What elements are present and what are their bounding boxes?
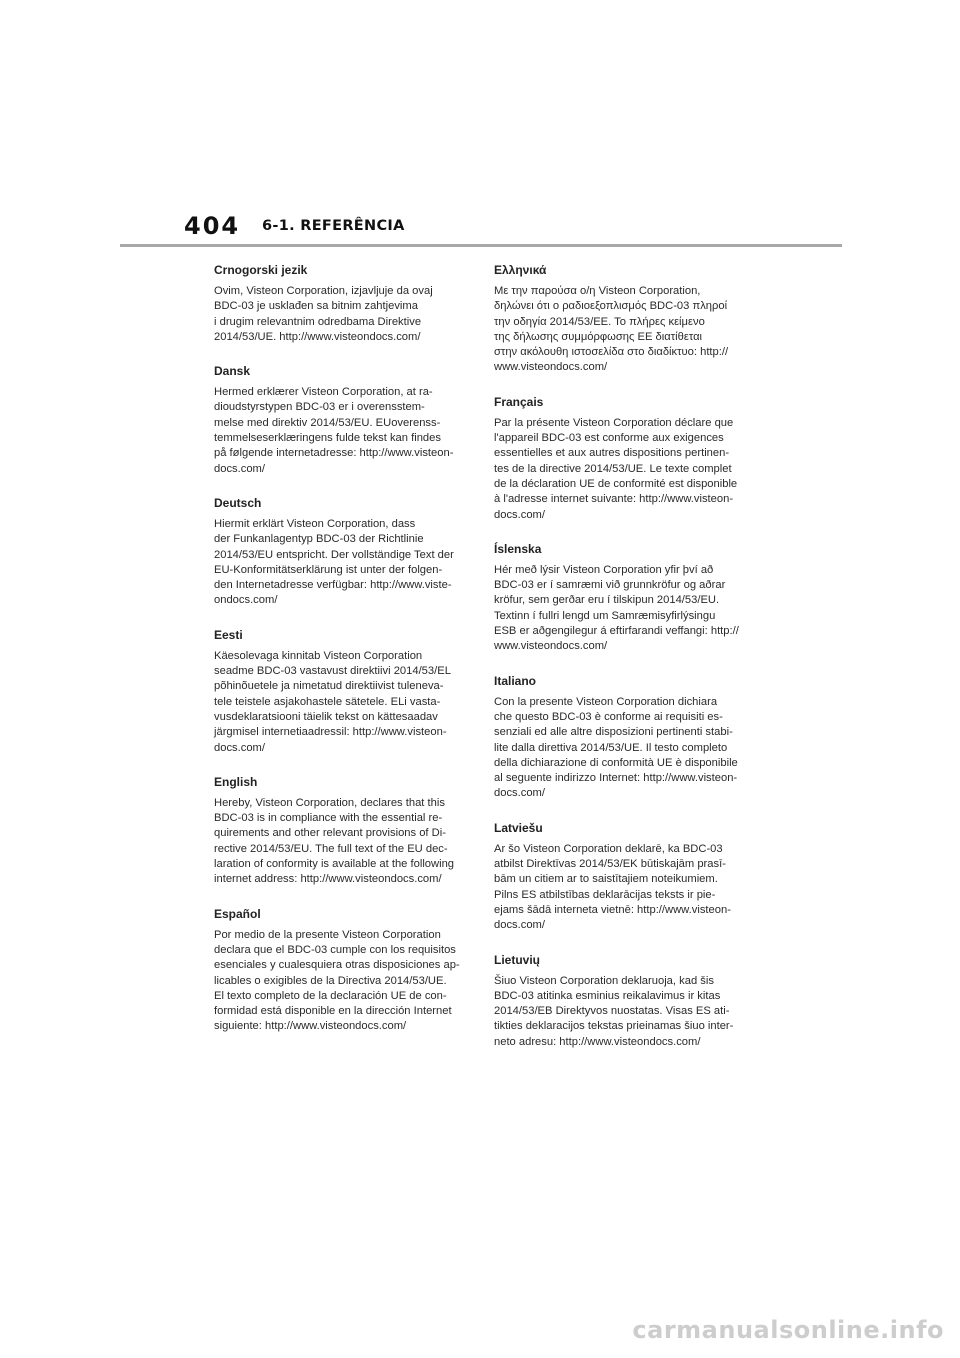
language-text: Ar šo Visteon Corporation deklarē, ka BDC-03 atbilst Direktīvas 2014/53/EK būtiskajām prasī- bām un citiem ar to saistītajiem noteikumiem. Pilns ES atbilstības deklarācijas teksts ir pie- ejams šādā interneta vietnē: http://www.visteon- docs.com/ <box>494 842 731 932</box>
language-text: Par la présente Visteon Corporation déclare que l'appareil BDC-03 est conforme aux exigences essentielles et aux autres dispositions pertinen- tes de la directive 2014/53/UE. Le texte complet de la déclaration UE de conformité est disponible à l'adresse internet suivante: http://www.visteon- docs.com/ <box>494 416 738 521</box>
language-block-espanol <box>214 906 470 1035</box>
language-block-ellinika <box>494 262 750 376</box>
language-text: Šiuo Visteon Corporation deklaruoja, kad šis BDC-03 atitinka esminius reikalavimus ir kitas 2014/53/EB Direktyvos nuostatas. Visas ES ati- tikties deklaracijos tekstas prieinamas šiuo inter- neto adresu: http://www.visteondocs.com/ <box>494 974 734 1048</box>
language-title: Français <box>494 394 544 409</box>
language-text: Με την παρούσα ο/η Visteon Corporation, δηλώνει ότι ο ραδιοεξοπλισμός BDC-03 πληροί την οδηγία 2014/53/ΕΕ. Το πλήρες κείμενο της δήλωσης συμμόρφωσης ΕΕ διατίθεται στην ακόλουθη ιστοσελίδα στο διαδίκτυο: http:// www.visteondocs.com/ <box>494 285 729 374</box>
language-text: Ovim, Visteon Corporation, izjavljuje da ovaj BDC-03 je usklađen sa bitnim zahtjevima i drugim relevantnim odredbama Direktive 2014/53/UE. http://www.visteondocs.com/ <box>214 285 433 343</box>
language-block-dansk <box>214 363 470 477</box>
language-text: Por medio de la presente Visteon Corporation declara que el BDC-03 cumple con los requisitos esenciales y cualesquiera otras disposiciones ap- licables o exigibles de la Directiva 2014/53/UE. El texto completo de la declaración UE de con- formidad está disponible en la dirección Internet siguiente: http://www.visteondocs.com/ <box>214 928 460 1033</box>
language-block-italiano <box>494 673 750 802</box>
language-block-english <box>214 774 470 888</box>
section-title: 6-1. REFERÊNCIA <box>262 218 405 234</box>
header-divider <box>120 244 842 247</box>
language-title: Latviešu <box>494 820 543 835</box>
page-number: 404 <box>184 212 241 240</box>
language-block-latviesu <box>494 820 750 934</box>
language-text: Hereby, Visteon Corporation, declares that this BDC-03 is in compliance with the essential re- quirements and other relevant provisions of Di- rective 2014/53/EU. The full text of the EU dec- laration of conformity is available at the following internet address: http://www.visteondocs.com/ <box>214 796 455 886</box>
language-title: Crnogorski jezik <box>214 263 308 277</box>
language-block-crnogorski <box>214 262 470 345</box>
right-column <box>494 262 750 1068</box>
language-block-deutsch <box>214 495 470 609</box>
language-block-eesti <box>214 627 470 756</box>
language-text: Käesolevaga kinnitab Visteon Corporation seadme BDC-03 vastavust direktiivi 2014/53/EL põhinõuetele ja nimetatud direktiivist tuleneva- tele teistele asjakohastele sätetele. ELi vasta- vusdeklaratsiooni täielik tekst on kättesaadav järgmisel internetiaadressil: http://www.visteon- docs.com/ <box>214 649 451 754</box>
language-title: Lietuvių <box>494 952 541 967</box>
language-title: Español <box>214 906 261 921</box>
language-block-francais <box>494 394 750 523</box>
language-title: English <box>214 774 258 789</box>
language-title: Italiano <box>494 673 537 688</box>
language-title: Deutsch <box>214 495 262 510</box>
language-text: Hiermit erklärt Visteon Corporation, dass der Funkanlagentyp BDC-03 der Richtlinie 2014/53/EU entspricht. Der vollständige Text der EU-Konformitätserklärung ist unter der folgen- den Internetadresse verfügbar: http://www.viste- ondocs.com/ <box>214 517 454 607</box>
watermark-text: carmanualsonline.info <box>632 1316 944 1344</box>
language-text: Con la presente Visteon Corporation dichiara che questo BDC-03 è conforme ai requisiti es- senziali ed alle altre disposizioni pertinenti stabi- lite dalla direttiva 2014/53/UE. Il testo completo della dichiarazione di conformità UE è disponibile al seguente indirizzo Internet: http://www.visteon- docs.com/ <box>494 695 738 800</box>
language-title: Eesti <box>214 627 243 642</box>
language-title: Ελληνικά <box>494 263 547 277</box>
language-text: Hér með lýsir Visteon Corporation yfir því að BDC-03 er í samræmi við grunnkröfur og aðrar kröfur, sem gerðar eru í tilskipun 2014/53/EU. Textinn í fullri lengd um Samræmisyfirlýsingu ESB er aðgengilegur á eftirfarandi veffangi: http:// www.visteondocs.com/ <box>494 563 739 653</box>
language-block-lietuviu <box>494 952 750 1050</box>
language-text: Hermed erklærer Visteon Corporation, at ra- dioudstyrstypen BDC-03 er i overensstem- melse med direktiv 2014/53/EU. EUoverenss- temmelseserklæringens fulde tekst kan findes på følgende internetadresse: http://www.visteon- docs.com/ <box>214 386 454 475</box>
language-title: Dansk <box>214 364 251 379</box>
left-column <box>214 262 470 1053</box>
language-block-islenska <box>494 541 750 655</box>
language-title: Íslenska <box>494 541 542 556</box>
